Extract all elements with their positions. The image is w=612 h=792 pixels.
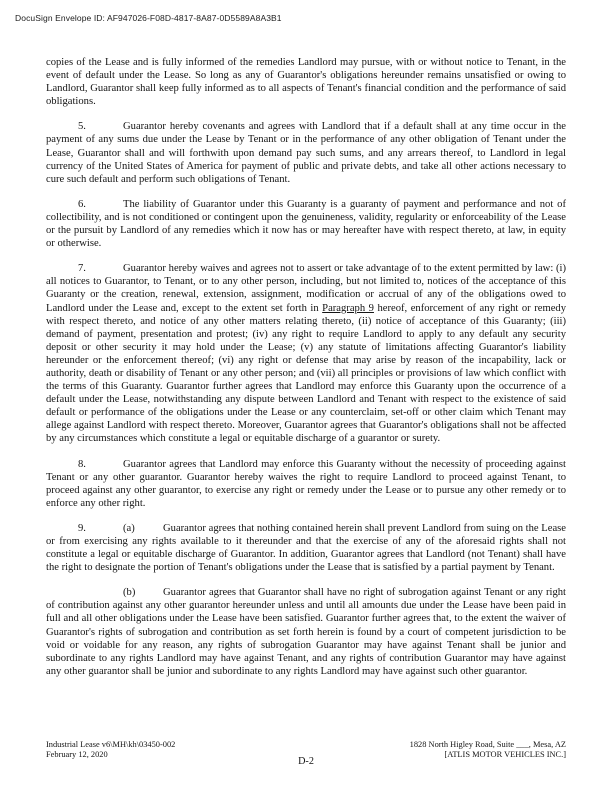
paragraph-9b — [46, 586, 566, 678]
paragraph-text: Guarantor hereby waives and agrees not to assert or take advantage of to the extent permitted by law: (i) all notices to Guarantor, to Tenant, or to any other person, including, but not limited to, notices of the acceptance of this Guaranty or the creation, renewal, extension, assignment, modification or accrual of any of the obligations owed to Landlord under the Lease and, except to the extent set forth in — [46, 263, 566, 314]
page-number: D-2 — [298, 756, 314, 767]
paragraph-8 — [46, 458, 566, 510]
paragraph-text: The liability of Guarantor under this Guaranty is a guaranty of payment and performance and not of collectibility, and is not conditioned or contingent upon the genuineness, validity, regularity or enforceability of the Lease or the pursuit by Landlord of any remedies which it now has or may hereafter have with respect thereto, at law, in equity or otherwise. — [46, 198, 566, 250]
paragraph-text: Guarantor agrees that Landlord may enforce this Guaranty without the necessity of proceeding against Tenant or any other guarantor. Guarantor hereby waives the right to require Landlord to proceed against Tenant, to proceed against any other guarantor, to exercise any right or remedy under the Lease or to pursue any other remedy or to enforce any other right. — [46, 458, 566, 509]
paragraph-text: hereof, enforcement of any right or remedy with respect thereto, and notice of any other matters relating thereto, (ii) notice of acceptance of this Guaranty; (iii) demand of payment, presentation and protest; (iv) any right to require Landlord to apply to any default any security deposit or other security it may hold under the Lease; (v) any statute of limitations affecting Guarantor's liability hereunder or the enforcement thereof; (vi) any right or defense that may arise by reason of the incapability, lack or authority, death or disability of Tenant or any other person; and (vii) all principles or provisions of law which conflict with the terms of this Guaranty. Guarantor further agrees that Landlord may enforce this Guaranty upon the occurrence of a default under the Lease, notwithstanding any dispute between Landlord and Tenant with respect to the existence of said default or performance of the obligations under the Lease or any counterclaim, set-off or other claim which Tenant may allege against Landlord with respect thereto. Moreover, Guarantor agrees that Guarantor's obligations shall not be affected by any circumstances which constitute a legal or equitable discharge of a guarantor or surety. — [46, 302, 566, 445]
paragraph-9-cross-reference: Paragraph 9 — [322, 302, 374, 314]
paragraph-6 — [46, 198, 566, 250]
paragraph-number: 5. — [78, 121, 86, 133]
document-body — [46, 56, 566, 690]
paragraph-number: 6. — [78, 198, 86, 210]
subparagraph-label: (a) — [123, 522, 135, 534]
paragraph-text: Guarantor hereby covenants and agrees with Landlord that if a default shall at any time occur in the payment of any sums due under the Lease by Tenant or in the performance of any other obligation of Tenant under the Lease, Guarantor shall and will forthwith upon demand pay such sums, and any arrears thereof, to Landlord in legal currency of the United States of America for payment of public and private debts, and take all other actions necessary to cure such default and perform such obligations of Tenant. — [46, 121, 566, 185]
paragraph-number: 8. — [78, 458, 86, 470]
docusign-envelope-id: DocuSign Envelope ID: AF947026-F08D-4817-8A87-0D5589A8A3B1 — [15, 13, 282, 23]
paragraph-9a — [46, 522, 566, 574]
paragraph-number: 7. — [78, 263, 86, 275]
subparagraph-label: (b) — [123, 587, 136, 599]
footer-doc-ref-line: Industrial Lease v6\MH\kh\03450-002 — [46, 740, 176, 749]
paragraph-5 — [46, 120, 566, 185]
paragraph-continuation — [46, 56, 566, 108]
paragraph-text: Guarantor agrees that Guarantor shall have no right of subrogation against Tenant or any right of contribution against any other guarantor hereunder unless and until all amounts due under the Lease have been paid in full and all other obligations under the Lease have been satisfied. Guarantor further agrees that, to the extent the waiver of Guarantor's rights of subrogation and contribution as set forth herein is found by a court of competent jurisdiction to be void or voidable for any reason, any rights of subrogation Guarantor may have against Tenant shall be junior and subordinate to any rights Landlord may have against Tenant, and any rights of contribution Guarantor may have against any other guarantor shall be junior and subordinate to any rights Landlord may have against such other guarantor. — [46, 587, 566, 677]
paragraph-7 — [46, 262, 566, 445]
footer-address-line: 1828 North Higley Road, Suite ___, Mesa, AZ — [409, 740, 566, 749]
paragraph-text: Guarantor agrees that nothing contained herein shall prevent Landlord from suing on the Lease or from exercising any rights available to it thereunder and that the exercise of any of the aforesaid rights shall not constitute a legal or equitable discharge of Guarantor. In addition, Guarantor agrees that Landlord (not Tenant) shall have the right to designate the portion of Tenant's obligations under the Lease that is satisfied by a partial payment by Tenant. — [46, 522, 566, 574]
paragraph-text: copies of the Lease and is fully informed of the remedies Landlord may pursue, with or without notice to Tenant, in the event of default under the Lease. So long as any of Guarantor's obligations hereunder remains unsatisfied or owing to Landlord, Guarantor shall keep fully informed as to all aspects of Tenant's financial condition and the performance of said obligations. — [46, 57, 566, 108]
paragraph-number: 9. — [78, 522, 86, 534]
footer-date-line: February 12, 2020 — [46, 750, 108, 759]
footer-company-line: [ATLIS MOTOR VEHICLES INC.] — [444, 750, 566, 759]
